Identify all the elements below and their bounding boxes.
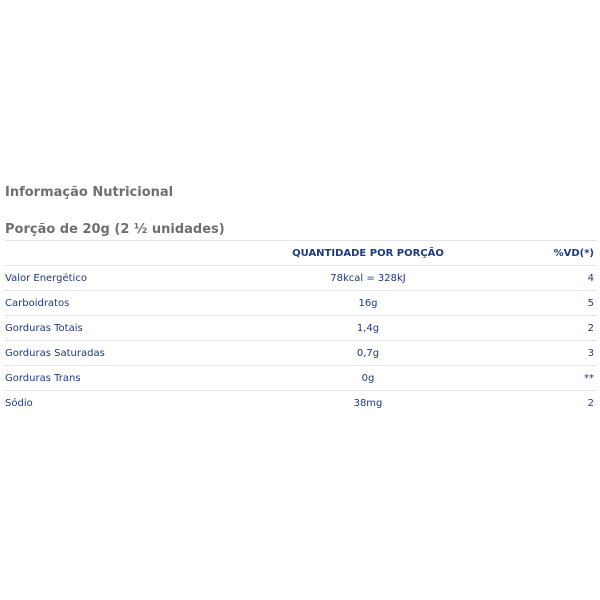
nutrient-vd: 5 (481, 291, 597, 316)
nutrient-quantity: 16g (255, 291, 481, 316)
nutrient-name: Gorduras Trans (5, 366, 255, 391)
nutrient-vd: 2 (481, 316, 597, 341)
nutrient-name: Gorduras Saturadas (5, 341, 255, 366)
table-header-row (5, 241, 597, 266)
nutrient-name: Valor Energético (5, 266, 255, 291)
header-vd: %VD(*) (481, 241, 597, 266)
header-name (5, 241, 255, 266)
nutrient-vd: 4 (481, 266, 597, 291)
nutrient-vd: 2 (481, 391, 597, 416)
header-quantity: QUANTIDADE POR PORÇÃO (255, 241, 481, 266)
nutrition-title: Informação Nutricional (5, 185, 174, 200)
table-row (5, 291, 597, 316)
nutrient-quantity: 38mg (255, 391, 481, 416)
table-row (5, 316, 597, 341)
nutrient-name: Sódio (5, 391, 255, 416)
nutrient-quantity: 0g (255, 366, 481, 391)
table-row (5, 341, 597, 366)
table-row (5, 266, 597, 291)
nutrient-name: Gorduras Totais (5, 316, 255, 341)
table-row (5, 366, 597, 391)
nutrition-table (5, 240, 597, 415)
nutrient-quantity: 0,7g (255, 341, 481, 366)
nutrient-quantity: 78kcal = 328kJ (255, 266, 481, 291)
nutrient-quantity: 1,4g (255, 316, 481, 341)
nutrient-vd: ** (481, 366, 597, 391)
nutrient-name: Carboidratos (5, 291, 255, 316)
table-row (5, 391, 597, 416)
portion-size: Porção de 20g (2 ½ unidades) (5, 222, 225, 237)
nutrient-vd: 3 (481, 341, 597, 366)
